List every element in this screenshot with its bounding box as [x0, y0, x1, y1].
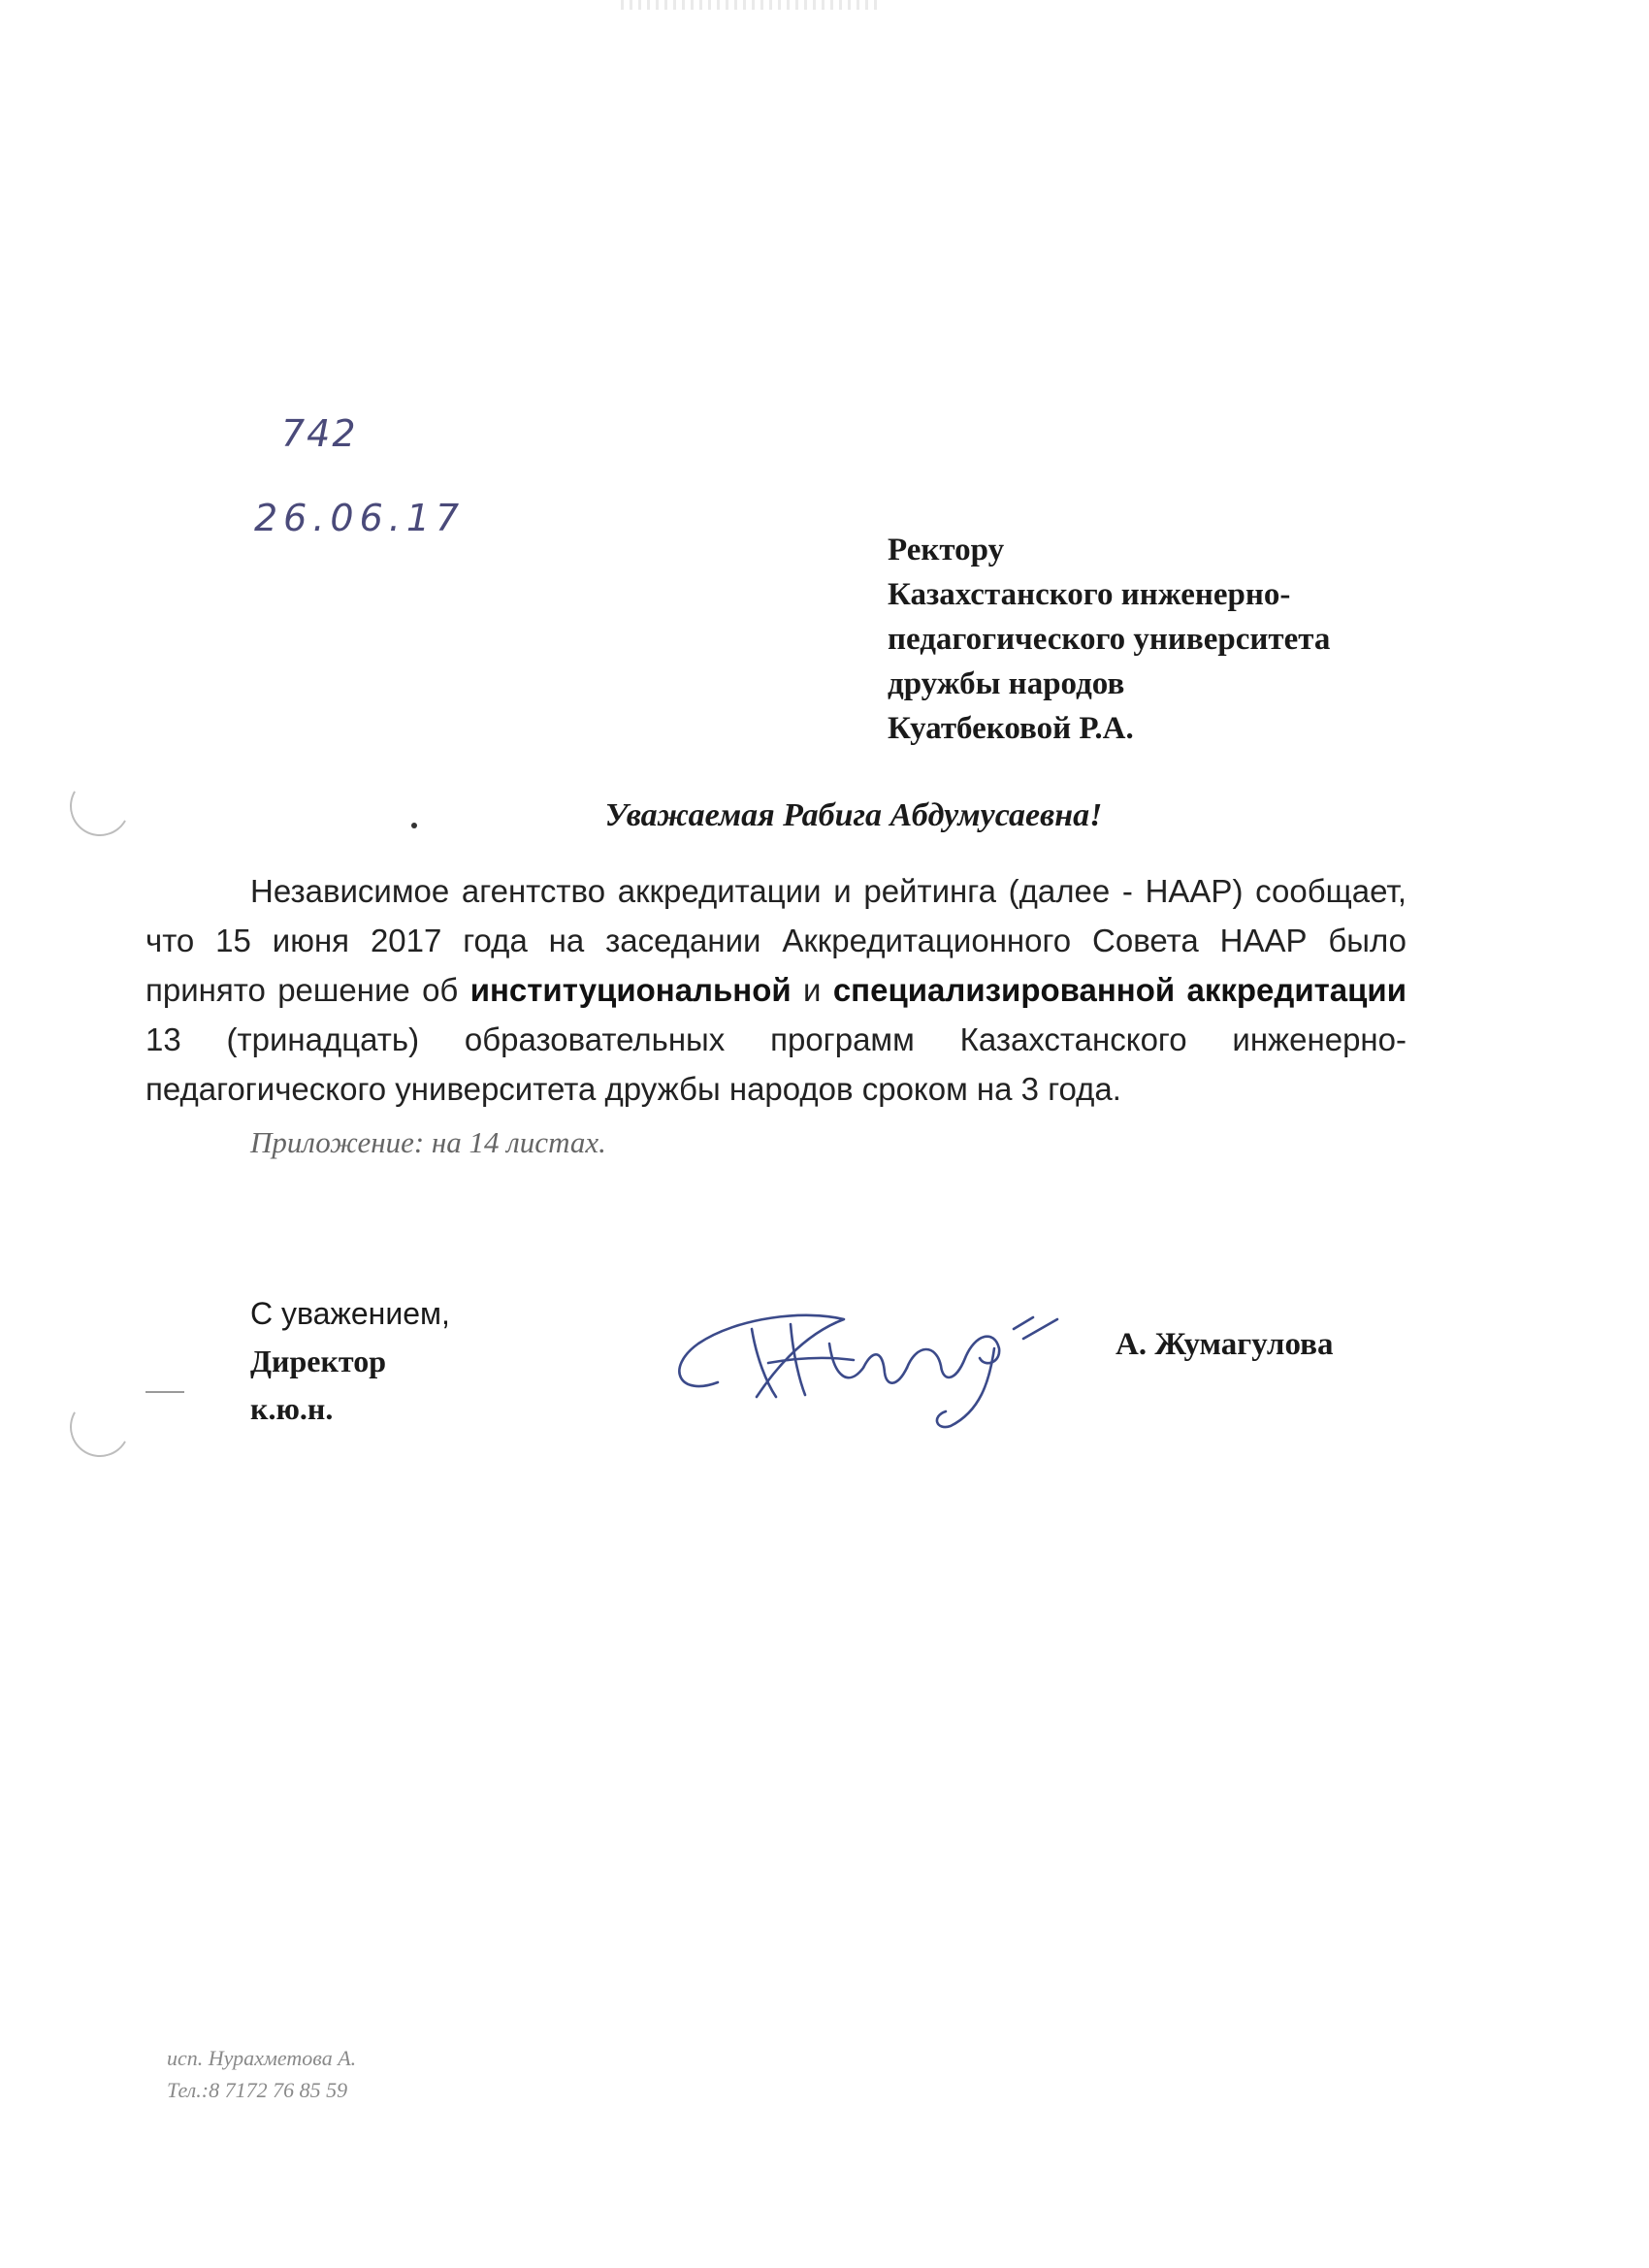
body-text-segment: Независимое агентство аккредитации и рейтинга (далее - НААР) сообщает, что 15 июня 2017 года на заседании Аккредитационного Совета НААР было принято решение об: [146, 873, 1406, 1008]
scan-artifact: [621, 0, 883, 10]
executor-phone: Тел.:8 7172 76 85 59: [167, 2078, 348, 2102]
recipient-line: педагогического университета: [888, 622, 1331, 657]
recipient-line: Казахстанского инженерно-: [888, 577, 1291, 612]
handwritten-signature: [660, 1290, 1086, 1436]
appendix-note: Приложение: на 14 листах.: [250, 1125, 606, 1159]
closing-regards: С уважением,: [250, 1296, 450, 1331]
salutation: Уважаемая Рабига Абдумусаевна!: [604, 797, 1103, 833]
executor-name: исп. Нурахметова А.: [167, 2046, 357, 2070]
body-bold-term: институциональной: [469, 972, 792, 1008]
signer-name: А. Жумагулова: [1116, 1327, 1334, 1362]
body-text-segment: 13 (тринадцать) образовательных программ Казахстанского инженерно-педагогического университета дружбы народов сроком на 3 года.: [146, 1021, 1406, 1107]
handwritten-registration-number: 742: [281, 412, 358, 455]
letter-body: [146, 866, 1406, 1114]
closing-block: [250, 1290, 450, 1433]
punch-hole-mark: [63, 1390, 137, 1464]
signer-title: Директор: [250, 1344, 386, 1378]
handwritten-registration-date: 26.06.17: [254, 497, 466, 539]
recipient-line: Ректору: [888, 533, 1005, 567]
margin-dash: [146, 1391, 184, 1393]
recipient-line: Куатбековой Р.А.: [888, 711, 1134, 746]
signer-degree: к.ю.н.: [250, 1391, 334, 1426]
body-bold-term: специализированной аккредитации: [832, 972, 1406, 1008]
executor-info: [167, 2042, 356, 2106]
recipient-line: дружбы народов: [888, 666, 1125, 701]
recipient-block: [888, 528, 1330, 751]
body-text-segment: и: [791, 972, 833, 1008]
